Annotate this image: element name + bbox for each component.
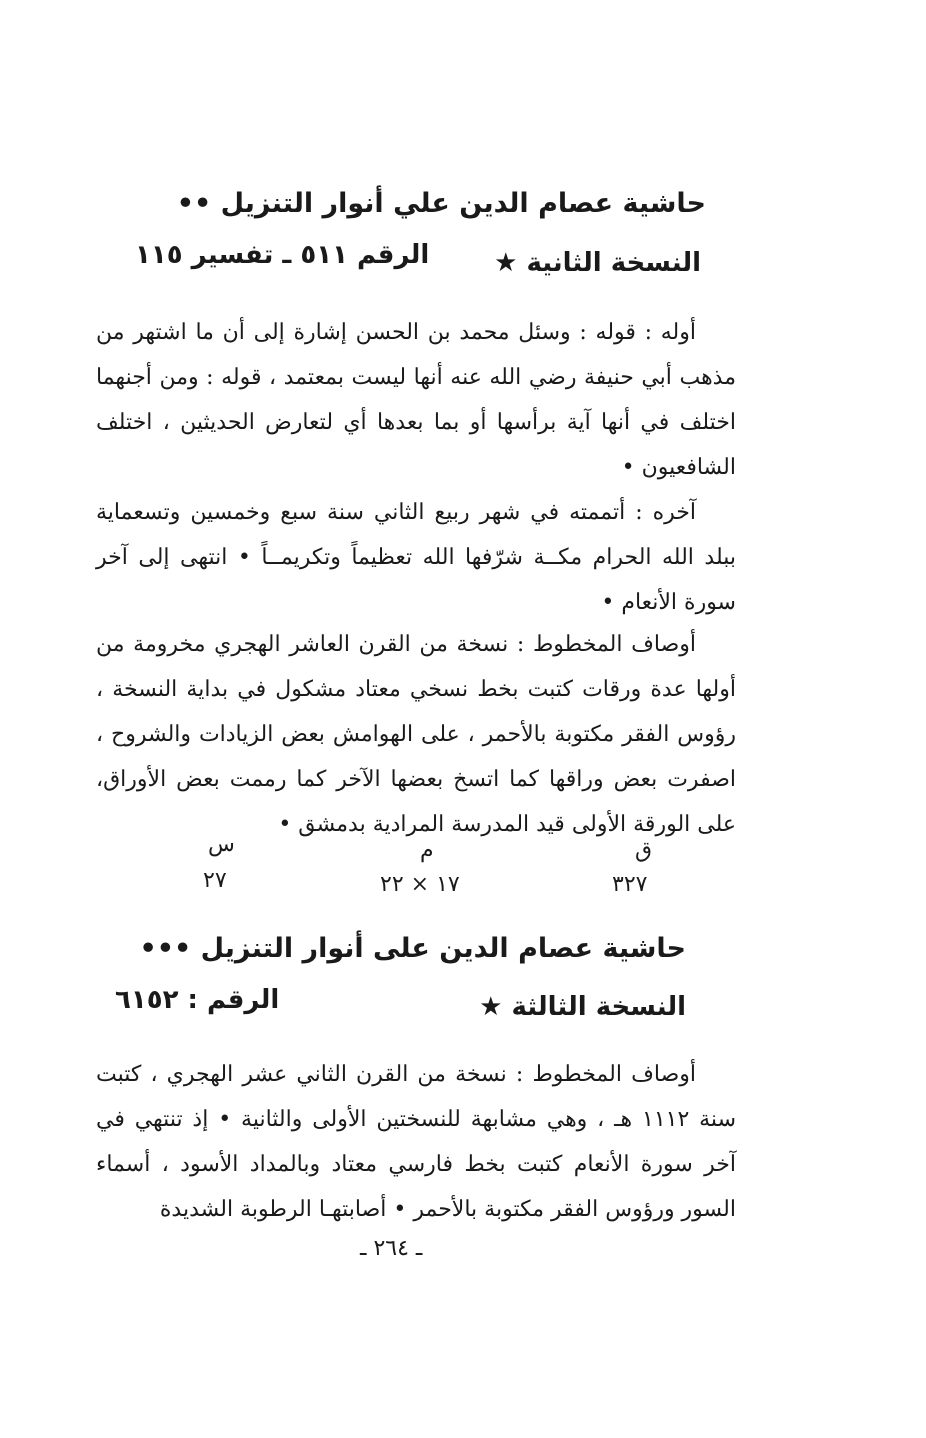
table-header-s: س [208,832,235,857]
entry2-ending: آخره : أتممته في شهر ربيع الثاني سنة سبع وخمسين وتسعماية ببلد الله الحرام مكــة شرّفها الله تعظيماً وتكريمــاً • انتهى إلى آخر سورة الأنعام • [96,500,737,615]
entry3-title: حاشية عصام الدين على أنوار التنزيل ••• [139,933,686,964]
entry2-title: حاشية عصام الدين علي أنوار التنزيل •• [176,188,706,219]
entry2-copy-label: النسخة الثانية ★ [494,248,701,278]
entry3-description: أوصاف المخطوط : نسخة من القرن الثاني عشر الهجري ، كتبت سنة ١١١٢ هـ ، وهي مشابهة للنسختين الأولى والثانية • إذ تنتهي في آخر سورة الأنعام كتبت بخط فارسي معتاد وبالمداد الأسود ، أسماء السور ورؤوس الفقر مكتوبة بالأحمر • أصابتهـا الرطوبة الشديدة [96,1062,736,1222]
table-value-s: ٢٧ [203,868,227,893]
page-number: ـ ٢٦٤ ـ [360,1236,423,1261]
table-value-q: ٣٢٧ [612,872,648,897]
table-header-m: م [420,838,434,863]
entry2-number: الرقم ٥١١ ـ تفسير ١١٥ [135,240,430,270]
table-value-m: ١٧ × ٢٢ [380,872,460,897]
entry3-number: الرقم : ٦١٥٢ [115,985,280,1015]
table-header-q: ق [635,838,653,863]
entry2-beginning: أوله : قوله : وسئل محمد بن الحسن إشارة إلى أن ما اشتهر من مذهب أبي حنيفة رضي الله عنه أنها ليست بمعتمد ، قوله : ومن أجنهما اختلف في أنها آية برأسها أو بما بعدها أي لتعارض الحديثين ، اختلف الشافعيون • [96,320,736,480]
entry3-copy-label: النسخة الثالثة ★ [479,992,686,1022]
entry2-description: أوصاف المخطوط : نسخة من القرن العاشر الهجري مخرومة من أولها عدة ورقات كتبت بخط نسخي معتاد مشكول في بداية النسخة ، رؤوس الفقر مكتوبة بالأحمر ، على الهوامش بعض الزيادات والشروح ، اصفرت بعض وراقها كما اتسخ بعضها الآخر كما رممت بعض الأوراق، على الورقة الأولى قيد المدرسة المرادية بدمشق • [96,632,736,837]
